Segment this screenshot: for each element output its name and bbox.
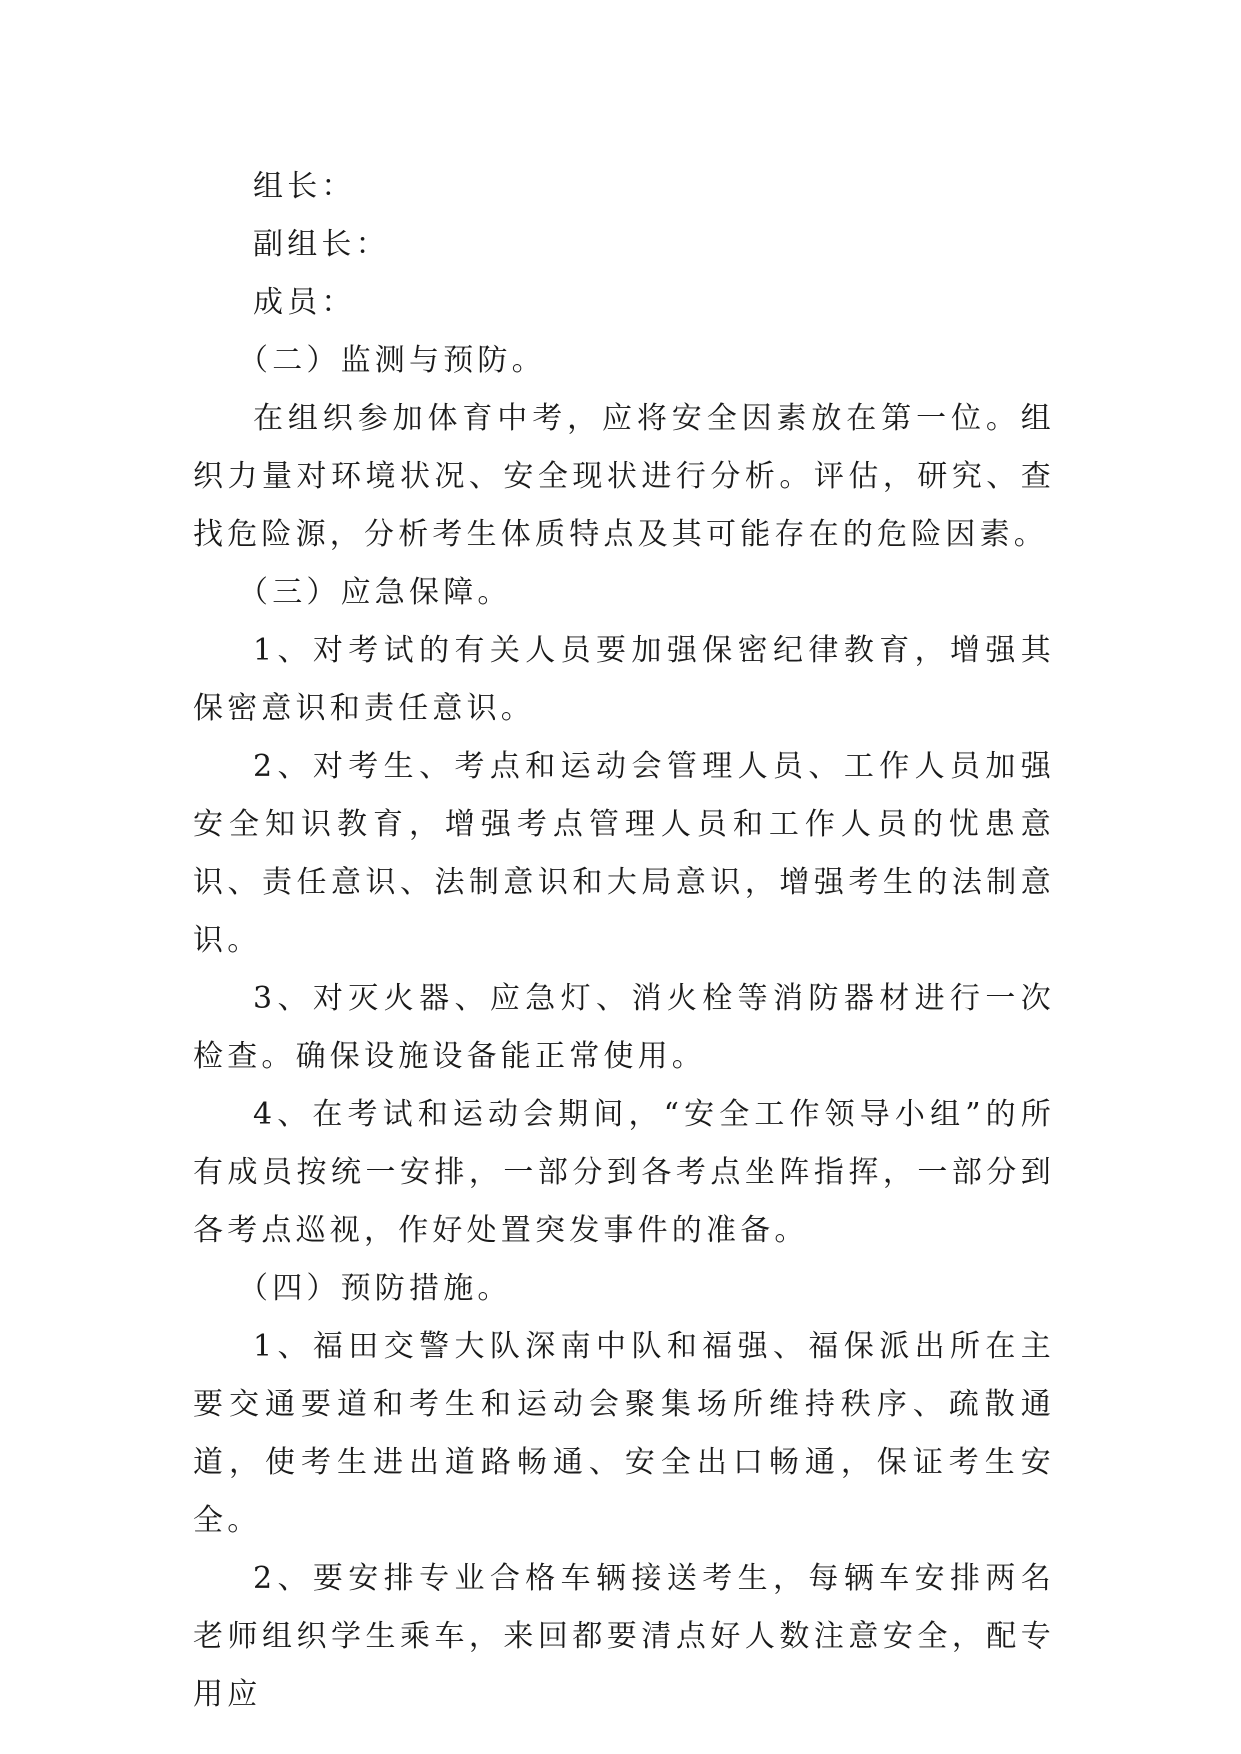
document-body xyxy=(193,158,1055,1724)
paragraph-prevention-2: 2、要安排专业合格车辆接送考生，每辆车安排两名老师组织学生乘车，来回都要清点好人数注意安全，配专用应 xyxy=(193,1561,1055,1712)
paragraph-prevention-1: 1、福田交警大队深南中队和福强、福保派出所在主要交通要道和考生和运动会聚集场所维持秩序、疏散通道，使考生进出道路畅通、安全出口畅通，保证考生安全。 xyxy=(193,1329,1055,1538)
paragraph-emergency-2: 2、对考生、考点和运动会管理人员、工作人员加强安全知识教育，增强考点管理人员和工作人员的忧患意识、责任意识、法制意识和大局意识，增强考生的法制意识。 xyxy=(193,749,1055,958)
leader-line: 组长： xyxy=(253,169,356,204)
paragraph-emergency-3: 3、对灭火器、应急灯、消火栓等消防器材进行一次检查。确保设施设备能正常使用。 xyxy=(193,981,1055,1074)
paragraph-monitoring: 在组织参加体育中考，应将安全因素放在第一位。组织力量对环境状况、安全现状进行分析。评估，研究、查找危险源，分析考生体质特点及其可能存在的危险因素。 xyxy=(193,401,1055,552)
section-heading-monitoring: （二）监测与预防。 xyxy=(238,343,546,378)
paragraph-emergency-4: 4、在考试和运动会期间，“安全工作领导小组”的所有成员按统一安排，一部分到各考点坐阵指挥，一部分到各考点巡视，作好处置突发事件的准备。 xyxy=(193,1097,1055,1248)
paragraph-emergency-1: 1、对考试的有关人员要加强保密纪律教育，增强其保密意识和责任意识。 xyxy=(193,633,1055,726)
deputy-leader-line: 副组长： xyxy=(253,227,390,262)
members-line: 成员： xyxy=(253,285,356,320)
section-heading-prevention: （四）预防措施。 xyxy=(238,1271,512,1306)
section-heading-emergency: （三）应急保障。 xyxy=(238,575,512,610)
